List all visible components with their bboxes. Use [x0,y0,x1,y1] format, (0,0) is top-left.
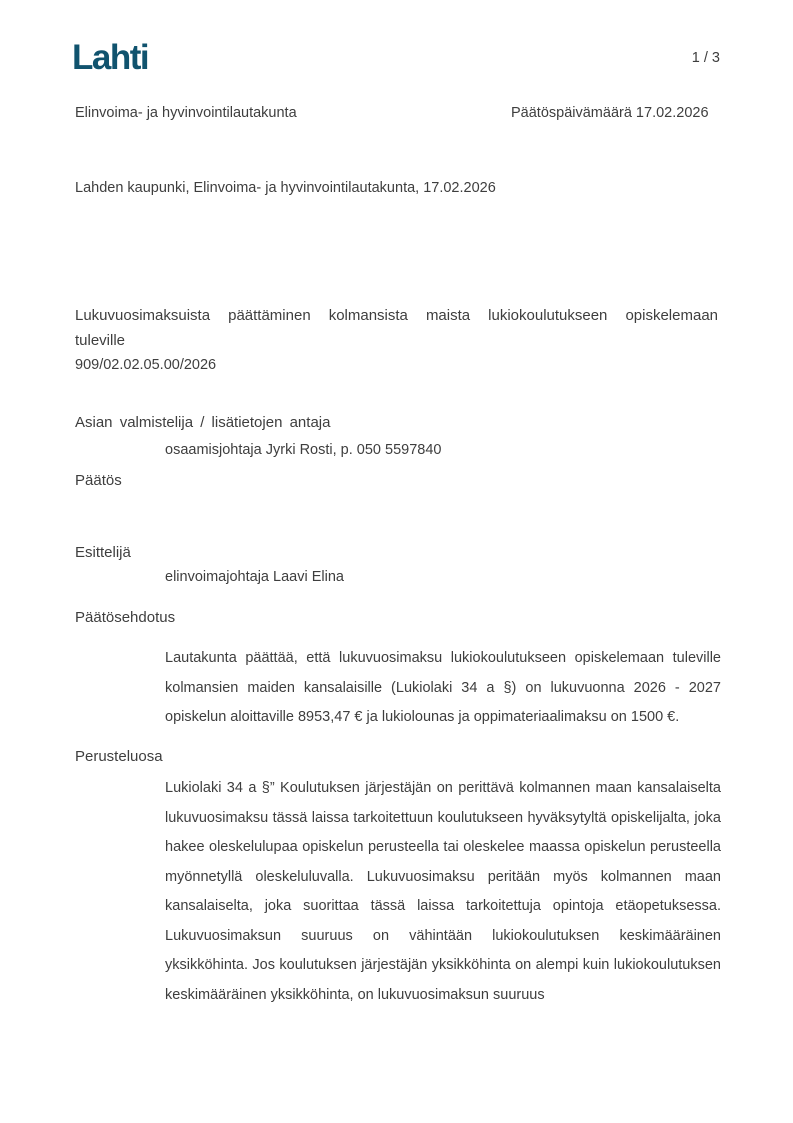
preparer-contact: osaamisjohtaja Jyrki Rosti, p. 050 5597840 [165,442,442,458]
decision-section-label: Päätös [75,472,122,489]
rationale-paragraph: Lukiolaki 34 a §” Koulutuksen järjestäjän on perittävä kolmannen maan kansalaiselta lukuvuosimaksu tässä laissa tarkoitettuun koulutukseen hyväksytyltä opiskelijalta, joka hakee oleskelulupaa opiskelun perusteella tai oleskelee maassa opiskelun perusteella myönnetyllä oleskeluluvalla. Lukuvuosimaksu peritään myös kolmannen maan kansalaiselta, joka suorittaa tässä laissa tarkoitettuja opintoja etäopetuksessa. Lukuvuosimaksun suuruus on vähintään lukiokoulutuksen keskimääräinen yksikköhinta. Jos koulutuksen järjestäjän yksikköhinta on alempi kuin lukiokoulutuksen keskimääräinen yksikköhinta, on lukuvuosimaksun suuruus [165,780,721,1003]
document-title: Lukuvuosimaksuista päättäminen kolmansista maista lukiokoulutukseen opiskelemaan tuleville [75,307,718,349]
page-number: 1 / 3 [691,50,720,66]
preparer-section-label: Asian valmistelija / lisätietojen antaja [75,414,331,431]
decision-date: Päätöspäivämäärä 17.02.2026 [511,105,709,121]
presenter-section-label: Esittelijä [75,544,131,561]
proposal-paragraph: Lautakunta päättää, että lukuvuosimaksu lukiokoulutukseen opiskelemaan tuleville kolmansien maiden kansalaisille (Lukiolaki 34 a §) on lukuvuonna 2026 - 2027 opiskelun aloittaville 8953,47 € ja lukiolounas ja oppimateriaalimaksu on 1500 €. [165,650,721,725]
organization-line: Lahden kaupunki, Elinvoima- ja hyvinvointilautakunta, 17.02.2026 [75,180,496,196]
lahti-logo: Lahti [72,38,149,77]
proposal-section-label: Päätösehdotus [75,609,176,626]
committee-name: Elinvoima- ja hyvinvointilautakunta [75,105,297,121]
diary-number: 909/02.02.05.00/2026 [75,357,217,373]
rationale-section-label: Perusteluosa [75,748,163,765]
presenter-name: elinvoimajohtaja Laavi Elina [165,569,344,585]
